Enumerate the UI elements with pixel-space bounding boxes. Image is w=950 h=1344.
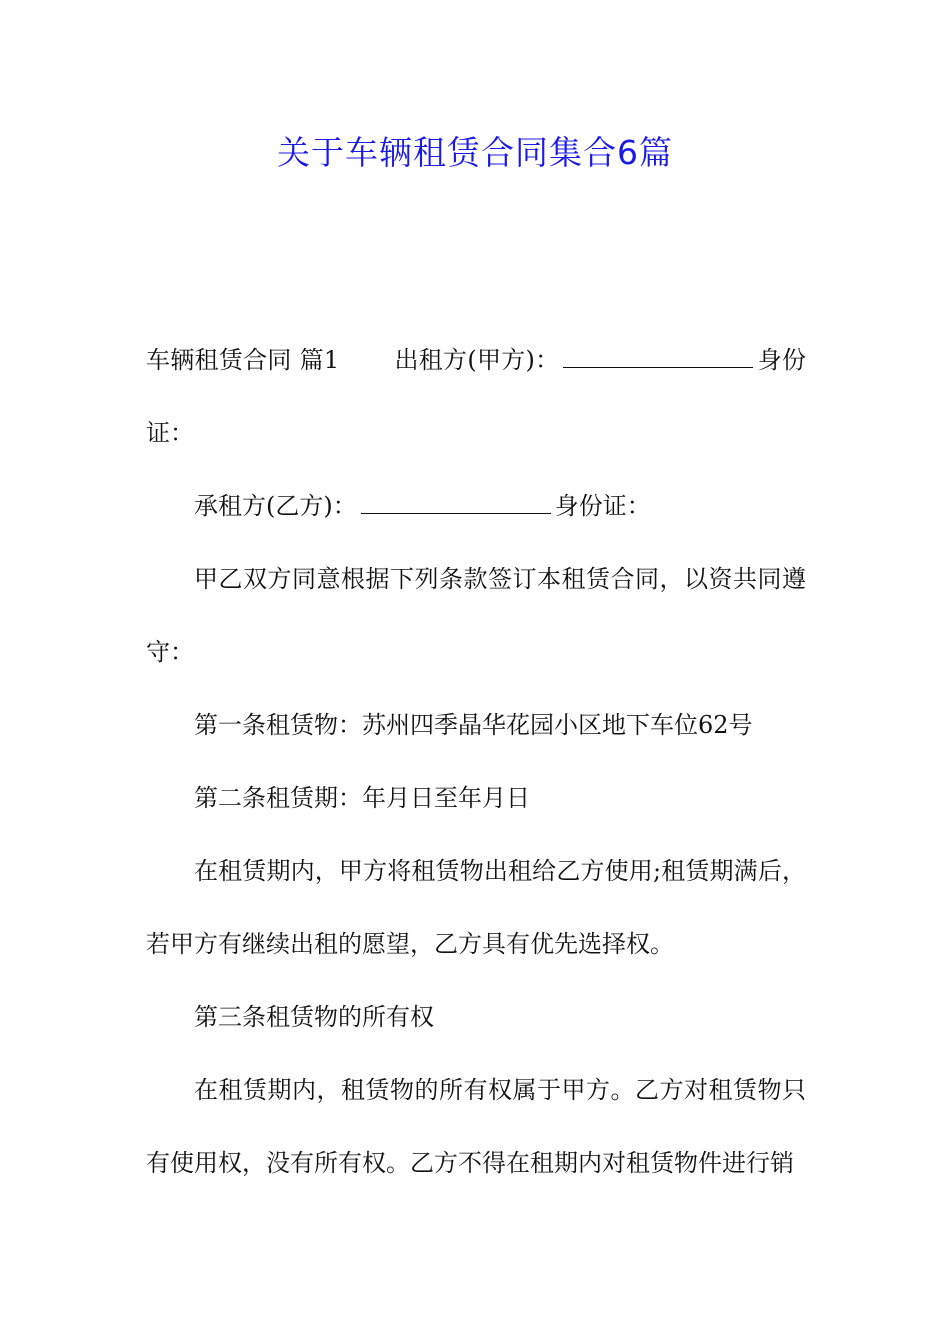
paragraph-article-2: 第二条租赁期：年月日至年月日 [194,784,530,812]
paragraph-ownership: 在租赁期内，租赁物的所有权属于甲方。乙方对租赁物只有使用权，没有所有权。乙方不得在租期内对租赁物件进行销 [146,1076,806,1177]
lessee-label: 承租方(乙方)： [194,492,357,520]
lessor-id-label: 身份证： [146,346,806,447]
lessor-blank-line [563,345,753,368]
paragraph-article-1: 第一条租赁物：苏州四季晶华花园小区地下车位62号 [194,711,753,739]
document-title: 关于车辆租赁合同集合6篇 [277,133,673,172]
paragraph-article-3: 第三条租赁物的所有权 [194,1003,434,1031]
contract-heading: 车辆租赁合同 篇1 [146,346,340,374]
lessee-blank-line [361,491,551,514]
lessee-id-label: 身份证： [554,492,651,520]
paragraph-agreement: 甲乙双方同意根据下列条款签订本租赁合同，以资共同遵守： [146,565,806,666]
paragraph-lease-term: 在租赁期内，甲方将租赁物出租给乙方使用;租赁期满后，若甲方有继续出租的愿望，乙方具有优先选择权。 [146,857,806,958]
paragraph-lessor [146,324,806,470]
document-body [146,324,806,1200]
lessor-label: 出租方(甲方)： [394,346,560,374]
paragraph-lessee [146,470,806,543]
